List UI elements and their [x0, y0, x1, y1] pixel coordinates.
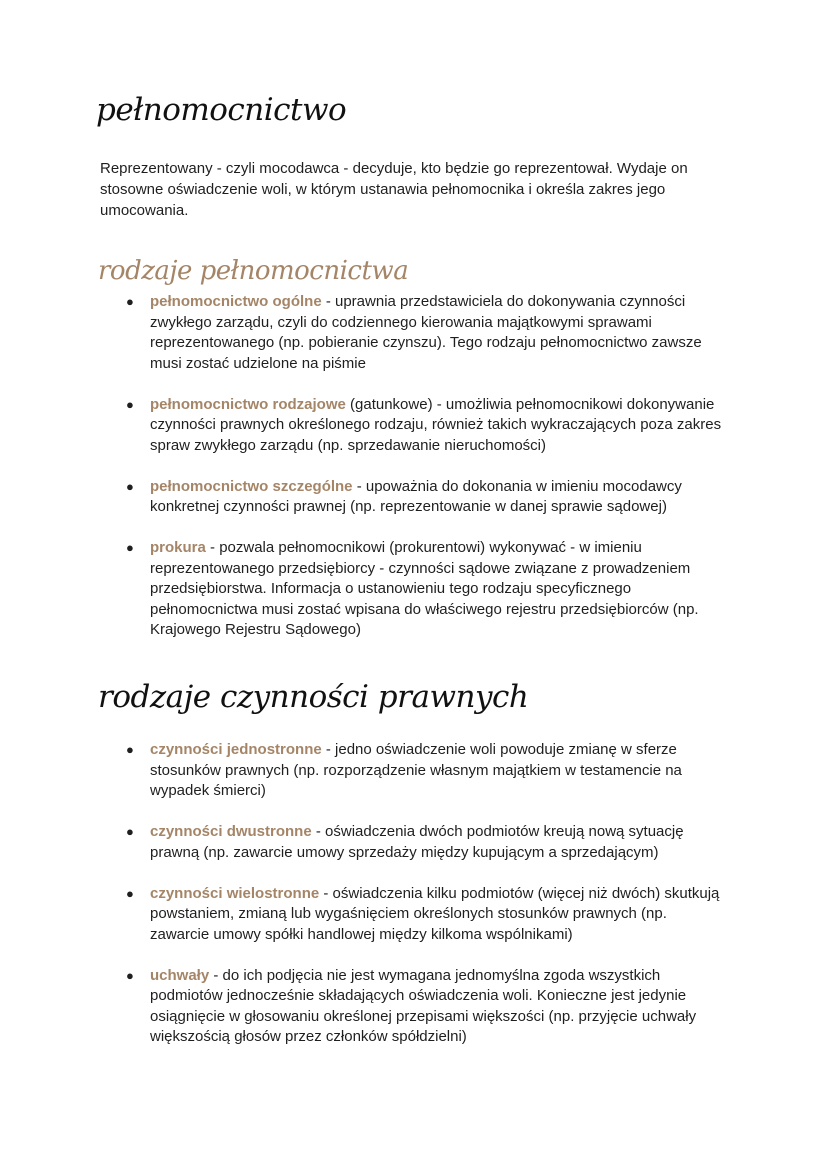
term: uchwały: [150, 966, 210, 984]
definition: - jedno oświadczenie woli powoduje zmianę w sferze stosunków prawnych (np. rozporządzenie własnym majątkiem w testamencie na wypadek śmierci): [150, 741, 682, 799]
list-item: [120, 292, 730, 374]
page-title: pełnomocnictwo: [96, 92, 347, 128]
list-item: [120, 966, 730, 1048]
term: czynności dwustronne: [150, 823, 312, 840]
list-item: [120, 884, 730, 946]
term: pełnomocnictwo szczególne: [150, 477, 353, 495]
acts-list: [120, 740, 730, 1068]
term: czynności jednostronne: [150, 741, 322, 758]
bullet-icon: ●: [126, 885, 134, 901]
list-item: [120, 538, 730, 641]
bullet-icon: ●: [126, 967, 134, 983]
list-item: [120, 822, 730, 863]
types-list: [120, 292, 730, 661]
definition: - oświadczenia kilku podmiotów (więcej niż dwóch) skutkują powstaniem, zmianą lub wygaśnięciem określonych stosunków prawnych (np. zawarcie umowy spółki handlowej między kilkoma wspólnikami): [150, 884, 720, 943]
definition: - pozwala pełnomocnikowi (prokurentowi) wykonywać - w imieniu reprezentowanego przedsiębiorcy - czynności sądowe związane z prowadzeniem przedsiębiorstwa. Informacja o ustanowieniu tego rodzaju specyficznego pełnomocnictwa musi zostać wpisana do właściwego rejestru przedsiębiorców (np. Krajowego Rejestru Sądowego): [150, 539, 699, 638]
term: pełnomocnictwo ogólne: [150, 293, 322, 310]
section-title-types: rodzaje pełnomocnictwa: [98, 256, 409, 286]
bullet-icon: ●: [126, 824, 134, 839]
list-item: [120, 395, 730, 457]
bullet-icon: ●: [126, 540, 134, 555]
term: prokura: [150, 539, 206, 556]
term: czynności wielostronne: [150, 884, 320, 902]
definition: - uprawnia przedstawiciela do dokonywania czynności zwykłego zarządu, czyli do codziennego kierowania majątkowymi sprawami reprezentowanego (np. pobieranie czynszu). Tego rodzaju pełnomocnictwo zawsze musi zostać udzielone na piśmie: [150, 293, 702, 372]
list-item: [120, 477, 730, 518]
term: pełnomocnictwo rodzajowe: [150, 395, 346, 413]
definition: - upoważnia do dokonania w imieniu mocodawcy konkretnej czynności prawnej (np. reprezentowanie w danej sprawie sądowej): [150, 477, 682, 515]
definition: (gatunkowe) - umożliwia pełnomocnikowi dokonywanie czynności prawnych określonego rodzaju, również takich wykraczających poza zakres spraw zwykłego zarządu (np. sprzedawanie nieruchomości): [150, 395, 722, 454]
bullet-icon: ●: [126, 742, 134, 757]
bullet-icon: ●: [126, 478, 134, 494]
definition: - do ich podjęcia nie jest wymagana jednomyślna zgoda wszystkich podmiotów jednocześnie składających oświadczenia woli. Konieczne jest jedynie osiągnięcie w głosowaniu określonej przepisami większości (np. przyjęcie uchwały większością głosów przez członków spółdzielni): [150, 966, 697, 1045]
bullet-icon: ●: [126, 294, 134, 309]
bullet-icon: ●: [126, 396, 134, 412]
definition: - oświadczenia dwóch podmiotów kreują nową sytuację prawną (np. zawarcie umowy sprzedaży między kupującym a sprzedającym): [150, 823, 684, 861]
list-item: [120, 740, 730, 802]
intro-paragraph: Reprezentowany - czyli mocodawca - decyduje, kto będzie go reprezentował. Wydaje on stosowne oświadczenie woli, w którym ustanawia pełnomocnika i określa zakres jego umocowania.: [100, 160, 688, 219]
section-title-acts: rodzaje czynności prawnych: [98, 679, 529, 715]
